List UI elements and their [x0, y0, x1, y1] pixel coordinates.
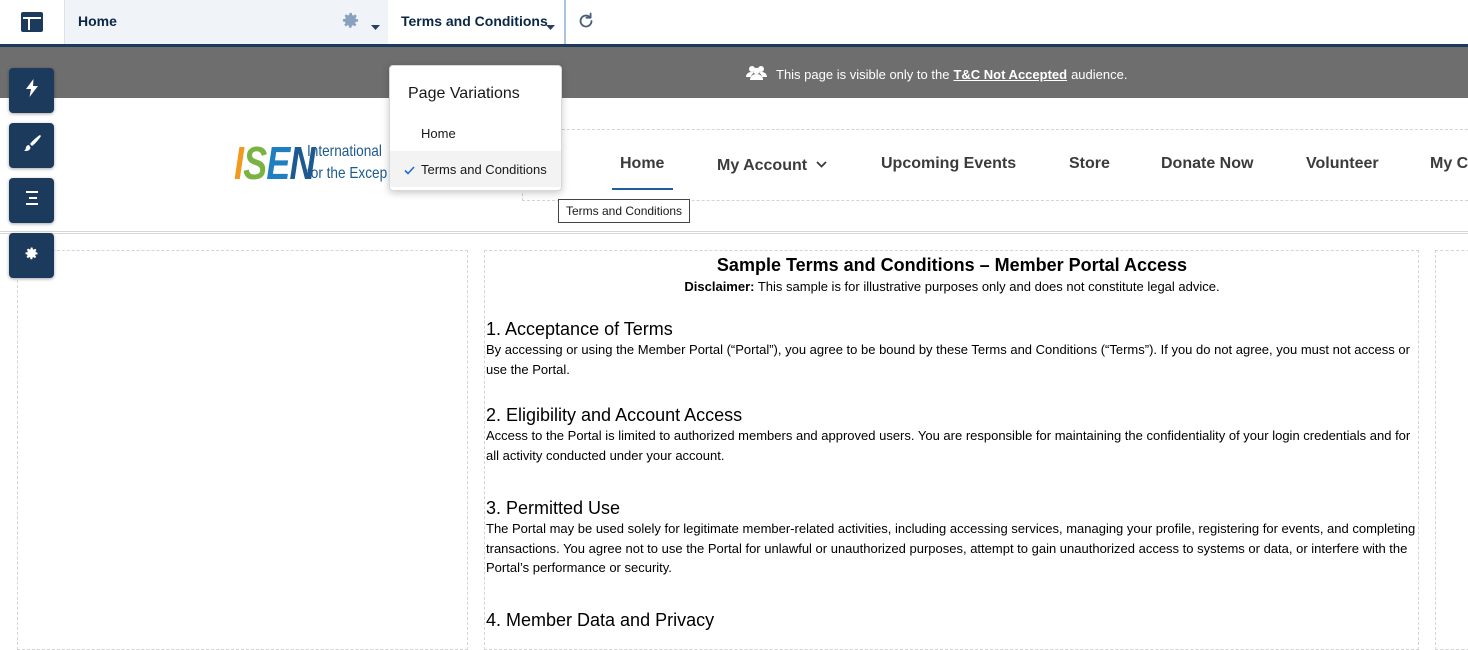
nav-item-donate-now[interactable]: Donate Now: [1161, 155, 1254, 172]
page-variations-dropdown: [389, 65, 562, 191]
dropdown-title: Page Variations: [408, 85, 520, 102]
theme-button[interactable]: [9, 123, 54, 168]
audience-link[interactable]: T&C Not Accepted: [953, 66, 1068, 82]
left-column-region[interactable]: [17, 250, 468, 650]
section-heading: 3. Permitted Use: [486, 498, 621, 518]
section-divider: [0, 231, 1468, 234]
caret-down-icon[interactable]: [546, 18, 555, 36]
terms-document: [486, 254, 1418, 630]
lightning-icon: [25, 79, 39, 102]
audience-banner: [0, 47, 1468, 98]
people-icon: [746, 65, 767, 83]
document-title: Sample Terms and Conditions – Member Portal Access: [716, 255, 1188, 275]
checkmark-icon: [404, 163, 415, 178]
nav-item-my-account[interactable]: My Account: [717, 155, 827, 175]
tooltip: Terms and Conditions: [558, 199, 690, 223]
list-icon: [24, 190, 40, 211]
tab-home[interactable]: [64, 0, 388, 44]
section-acceptance: [486, 318, 1418, 379]
tab-terms-label: Terms and Conditions: [401, 13, 548, 29]
builder-top-bar: [0, 0, 1468, 45]
brush-icon: [23, 134, 41, 157]
banner-text-after: audience.: [1071, 66, 1128, 82]
section-eligibility: [486, 404, 1418, 465]
variation-option-terms[interactable]: Terms and Conditions: [390, 151, 561, 187]
nav-item-home[interactable]: Home: [620, 155, 665, 172]
gear-icon[interactable]: [341, 11, 360, 35]
disclaimer: Disclaimer: This sample is for illustrative purposes only and does not constitute legal advice.: [684, 279, 1220, 294]
nav-item-my-c[interactable]: My C: [1430, 155, 1468, 172]
section-heading: 2. Eligibility and Account Access: [486, 405, 743, 425]
tab-terms-and-conditions[interactable]: [389, 0, 566, 44]
section-heading: 1. Acceptance of Terms: [486, 319, 673, 339]
components-button[interactable]: [9, 68, 54, 113]
page-layout-icon[interactable]: [0, 0, 64, 44]
section-heading: 4. Member Data and Privacy: [486, 610, 715, 630]
logo-tagline: International for the Excep: [307, 143, 388, 182]
nav-item-upcoming-events[interactable]: Upcoming Events: [881, 155, 1017, 172]
variation-option-home[interactable]: Home: [421, 126, 456, 141]
section-member-data: [486, 609, 1418, 631]
nav-active-indicator: [612, 188, 673, 190]
chevron-down-icon: [816, 155, 827, 173]
section-body: By accessing or using the Member Portal (“Portal”), you agree to be bound by these Terms and Conditions (“Terms”). If you do not agree, you must not access or use the Portal.: [486, 342, 1410, 377]
right-column-region[interactable]: [1435, 250, 1468, 650]
section-body: The Portal may be used solely for legitimate member-related activities, including accessing services, managing your profile, registering for events, and completing transactions. You agree not to use the Portal for unlawful or unauthorized purposes, attempt to gain unauthorized access to systems or data, or interfere with the Portal’s performance or security.: [486, 521, 1416, 575]
caret-down-icon[interactable]: [371, 18, 380, 36]
nav-item-store[interactable]: Store: [1069, 155, 1110, 172]
section-permitted-use: [486, 497, 1418, 578]
refresh-icon[interactable]: [577, 12, 595, 35]
banner-text-before: This page is visible only to the: [776, 66, 950, 82]
site-logo[interactable]: [234, 137, 401, 189]
gear-icon: [24, 246, 39, 266]
nav-item-volunteer[interactable]: Volunteer: [1306, 155, 1379, 172]
isen-logo-mark: ISEN: [234, 137, 315, 189]
section-body: Access to the Portal is limited to authorized members and approved users. You are responsible for maintaining the confidentiality of your login credentials and for all activity conducted under your account.: [486, 428, 1411, 463]
page-structure-button[interactable]: [9, 178, 54, 223]
tab-home-label: Home: [78, 13, 117, 29]
settings-button[interactable]: [9, 233, 54, 278]
